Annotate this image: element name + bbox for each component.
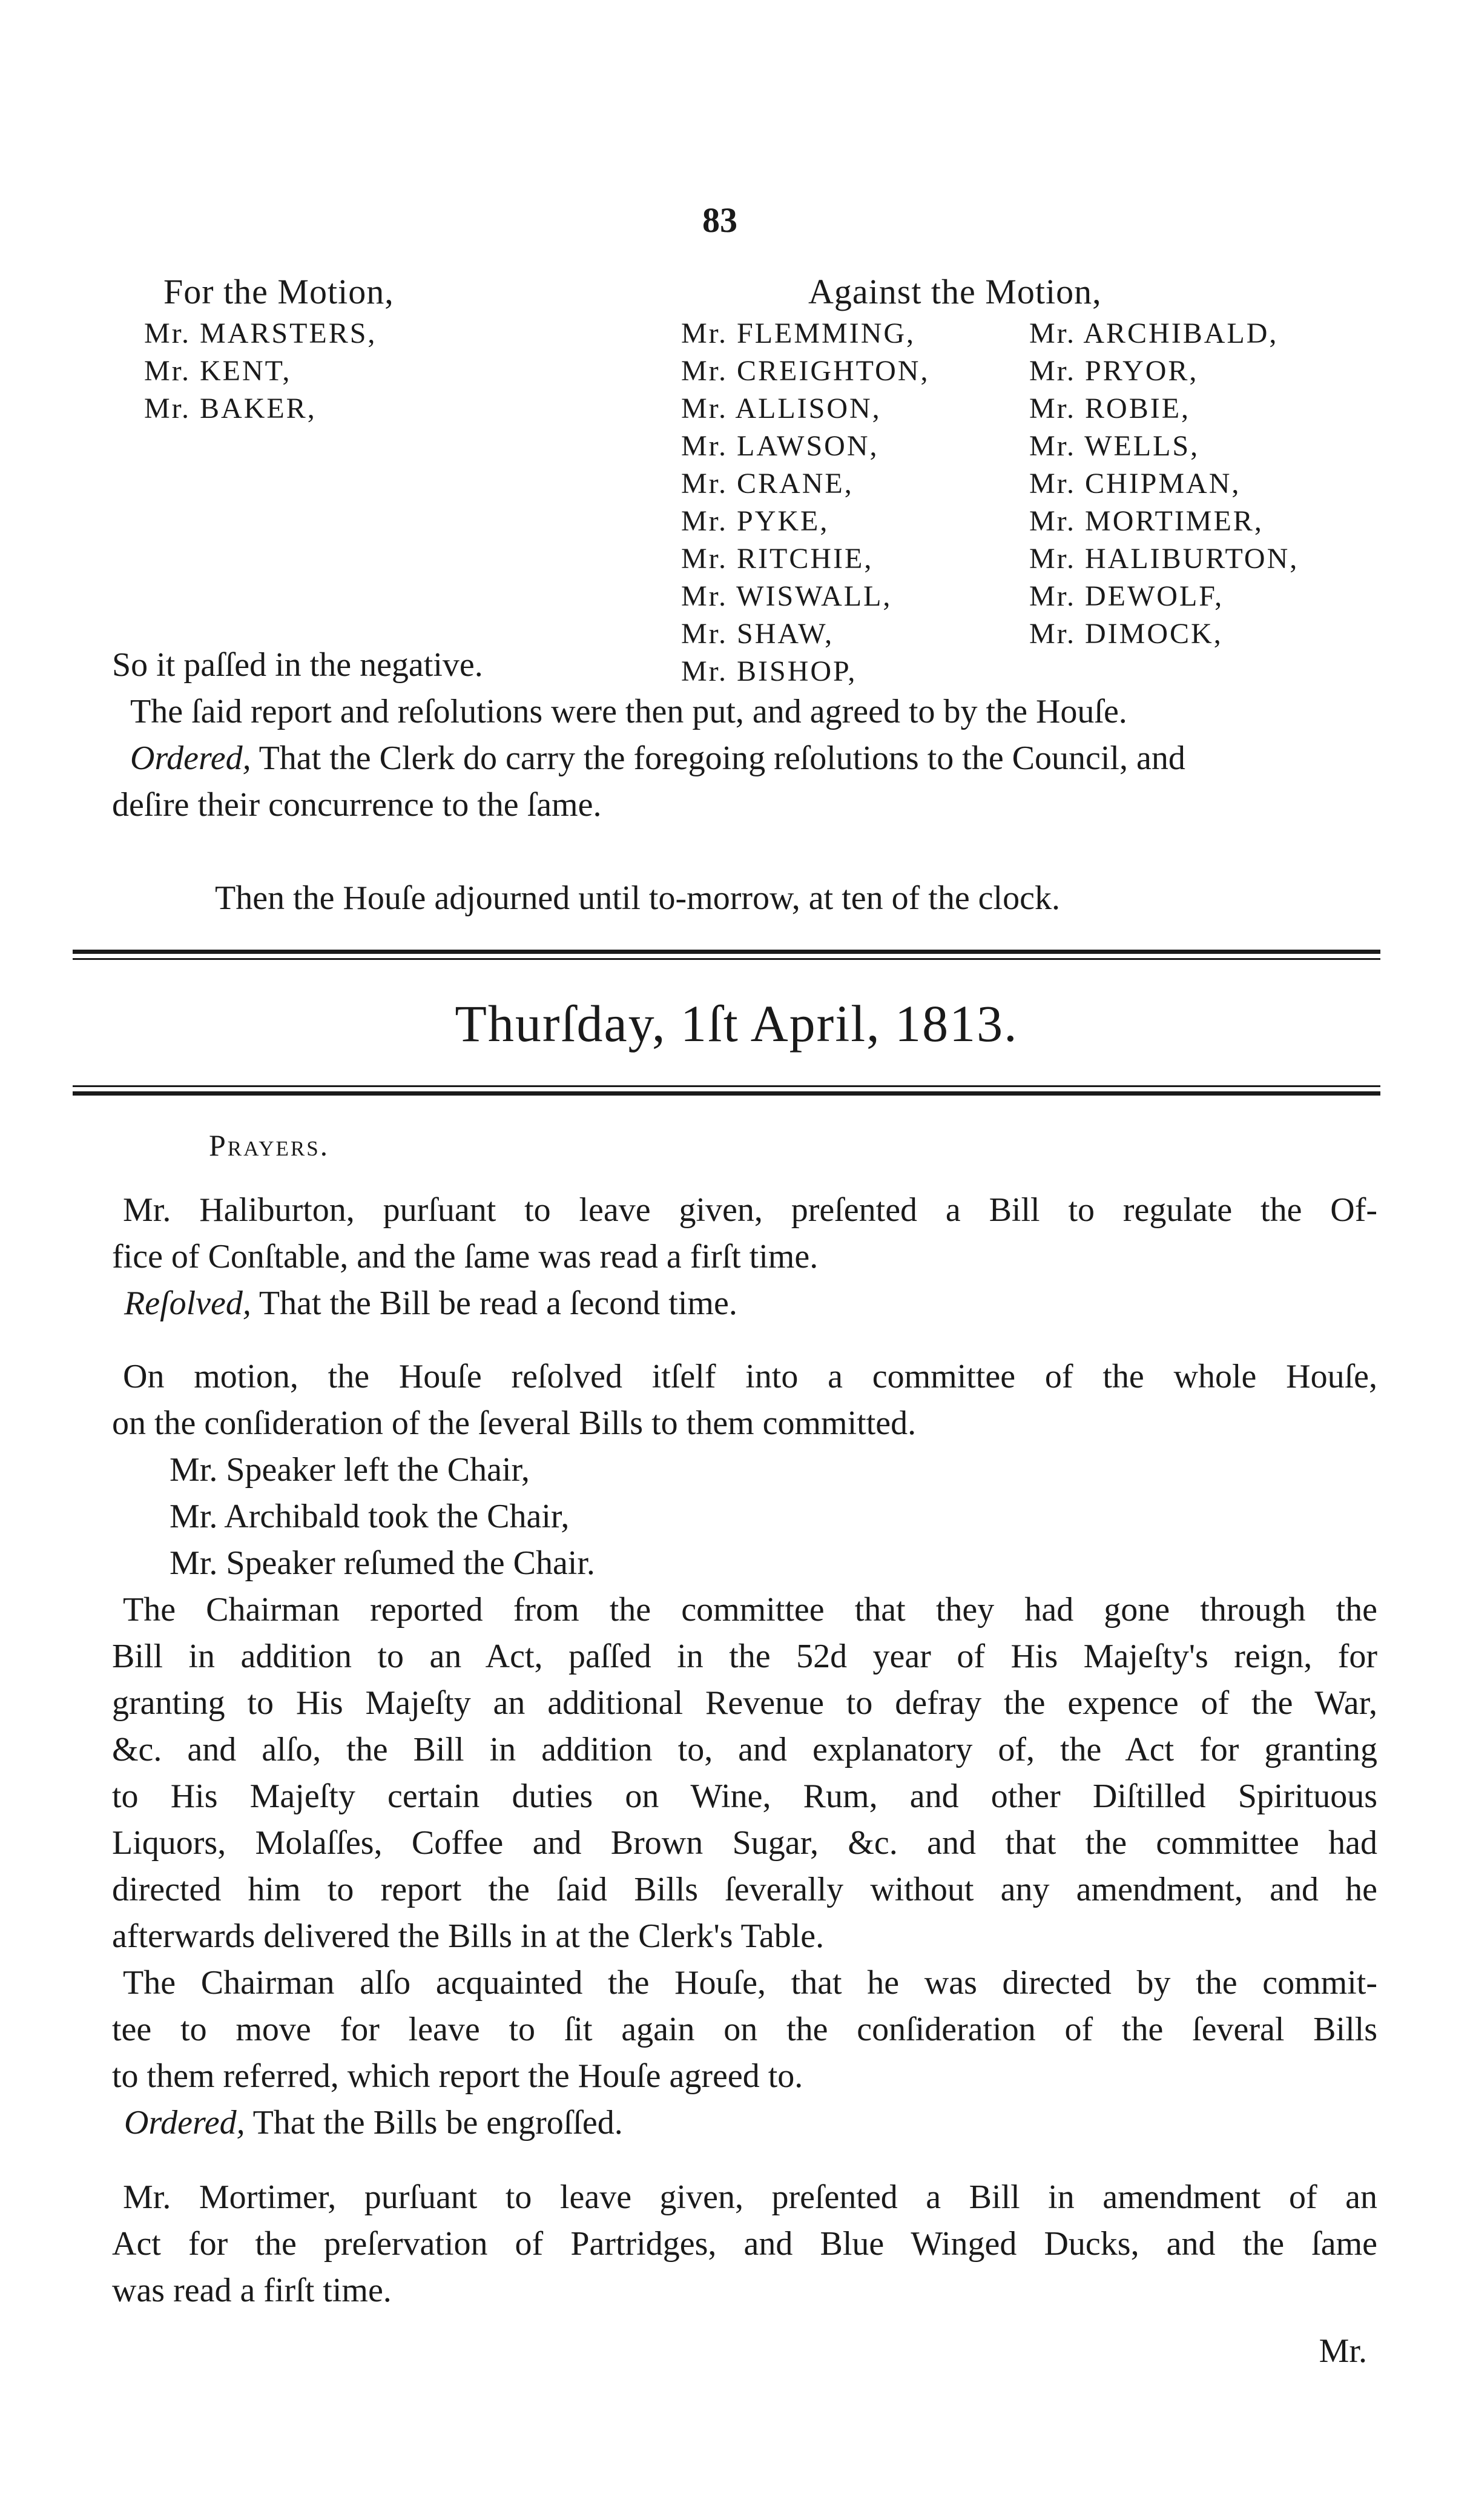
text-line: to His Majeſty certain duties on Wine, Rum, and other Diſtilled Spirituous xyxy=(112,1778,1377,1815)
ordered-line-cont: deſire their concurrence to the ſame. xyxy=(112,786,602,824)
for-members-list xyxy=(144,315,377,428)
member-name: Mr. MORTIMER, xyxy=(1029,505,1264,537)
member-name: Mr. CREIGHTON, xyxy=(681,355,930,387)
text-line: The Chairman reported from the committee that they had gone through the xyxy=(123,1591,1377,1629)
rule-bottom-thick xyxy=(73,1091,1380,1096)
member-name: Mr. HALIBURTON, xyxy=(1029,543,1299,575)
member-name: Mr. PYKE, xyxy=(681,505,829,537)
page-number: 83 xyxy=(702,200,737,240)
member-name: Mr. BAKER, xyxy=(144,392,317,425)
catchword: Mr. xyxy=(1319,2332,1367,2370)
member-name: Mr. CRANE, xyxy=(681,468,854,500)
member-name: Mr. CHIPMAN, xyxy=(1029,468,1241,500)
date-heading: Thurſday, 1ſt April, 1813. xyxy=(455,994,1018,1053)
member-name: Mr. WISWALL, xyxy=(681,580,892,612)
member-name: Mr. ALLISON, xyxy=(681,392,881,425)
negative-line: So it paſſed in the negative. xyxy=(112,646,483,684)
member-name: Mr. FLEMMING, xyxy=(681,317,916,349)
text-line: Mr. Haliburton, purſuant to leave given, preſented a Bill to regulate the Of- xyxy=(123,1191,1377,1229)
text-line: granting to His Majeſty an additional Revenue to defray the expence of the War, xyxy=(112,1684,1377,1722)
against-members-list-col1 xyxy=(681,315,929,690)
member-name: Mr. RITCHIE, xyxy=(681,543,874,575)
text-line: Bill in addition to an Act, paſſed in the 52d year of His Majeſty's reign, for xyxy=(112,1638,1377,1675)
member-name: Mr. LAWSON, xyxy=(681,430,879,462)
member-name: Mr. DEWOLF, xyxy=(1029,580,1224,612)
rule-bottom-thin xyxy=(73,1085,1380,1087)
against-motion-heading: Against the Motion, xyxy=(808,272,1102,311)
adjournment-line: Then the Houſe adjourned until to-morrow, at ten of the clock. xyxy=(215,879,1060,917)
resolved-line: Reſolved, That the Bill be read a ſecond time. xyxy=(124,1285,737,1322)
resolved-word: Reſolved, xyxy=(124,1285,251,1322)
against-members-list-col2 xyxy=(1029,315,1299,653)
ordered-line: Ordered, That the Clerk do carry the foregoing reſolutions to the Council, and xyxy=(130,739,1185,777)
rule-top-thin xyxy=(73,958,1380,960)
member-name: Mr. ARCHIBALD, xyxy=(1029,317,1279,349)
member-name: Mr. SHAW, xyxy=(681,618,834,650)
prayers-label: Prayers. xyxy=(209,1128,330,1162)
for-motion-heading: For the Motion, xyxy=(163,272,394,311)
text-line: Mr. Mortimer, purſuant to leave given, preſented a Bill in amendment of an xyxy=(123,2178,1377,2216)
report-line: The ſaid report and reſolutions were then put, and agreed to by the Houſe. xyxy=(130,693,1127,730)
member-name: Mr. BISHOP, xyxy=(681,655,857,687)
text-line: The Chairman alſo acquainted the Houſe, that he was directed by the commit- xyxy=(123,1964,1377,2002)
text-line: directed him to report the ſaid Bills ſeverally without any amendment, and he xyxy=(112,1871,1377,1908)
proceedings-constable-bill xyxy=(112,1187,1377,1327)
chair-line: Mr. Speaker left the Chair, xyxy=(170,1451,530,1489)
text-line: to them referred, which report the Houſe agreed to. xyxy=(112,2057,803,2095)
proceedings-partridges-bill xyxy=(112,2174,1377,2314)
text-line: was read a firſt time. xyxy=(112,2272,392,2309)
member-name: Mr. ROBIE, xyxy=(1029,392,1191,425)
ordered-engrossed-line: Ordered, That the Bills be engroſſed. xyxy=(124,2104,623,2141)
text-line: on the conſideration of the ſeveral Bills to them committed. xyxy=(112,1404,917,1442)
proceedings-committee-motion xyxy=(112,1354,1377,1587)
text-line: On motion, the Houſe reſolved itſelf into a committee of the whole Houſe, xyxy=(123,1358,1377,1395)
member-name: Mr. PRYOR, xyxy=(1029,355,1199,387)
text-line: tee to move for leave to ſit again on the conſideration of the ſeveral Bills xyxy=(112,2011,1377,2048)
text-line: fice of Conſtable, and the ſame was read a firſt time. xyxy=(112,1238,819,1275)
ordered-word: Ordered, xyxy=(130,739,251,777)
text-line: Liquors, Molaſſes, Coffee and Brown Sugar, &c. and that the committee had xyxy=(112,1824,1377,1862)
ordered-word: Ordered, xyxy=(124,2104,245,2141)
chair-line: Mr. Archibald took the Chair, xyxy=(170,1498,570,1535)
rule-top-thick xyxy=(73,950,1380,954)
division-result xyxy=(112,642,1377,828)
proceedings-chairman-report xyxy=(112,1587,1377,1960)
text-line: Act for the preſervation of Partridges, and Blue Winged Ducks, and the ſame xyxy=(112,2225,1377,2263)
text-line: afterwards delivered the Bills in at the Clerk's Table. xyxy=(112,1917,825,1955)
chair-line: Mr. Speaker reſumed the Chair. xyxy=(170,1544,595,1582)
member-name: Mr. KENT, xyxy=(144,355,292,387)
text-line: &c. and alſo, the Bill in addition to, and explanatory of, the Act for granting xyxy=(112,1731,1377,1768)
proceedings-leave-to-sit xyxy=(112,1960,1377,2146)
member-name: Mr. WELLS, xyxy=(1029,430,1200,462)
member-name: Mr. MARSTERS, xyxy=(144,317,377,349)
member-name: Mr. DIMOCK, xyxy=(1029,618,1223,650)
